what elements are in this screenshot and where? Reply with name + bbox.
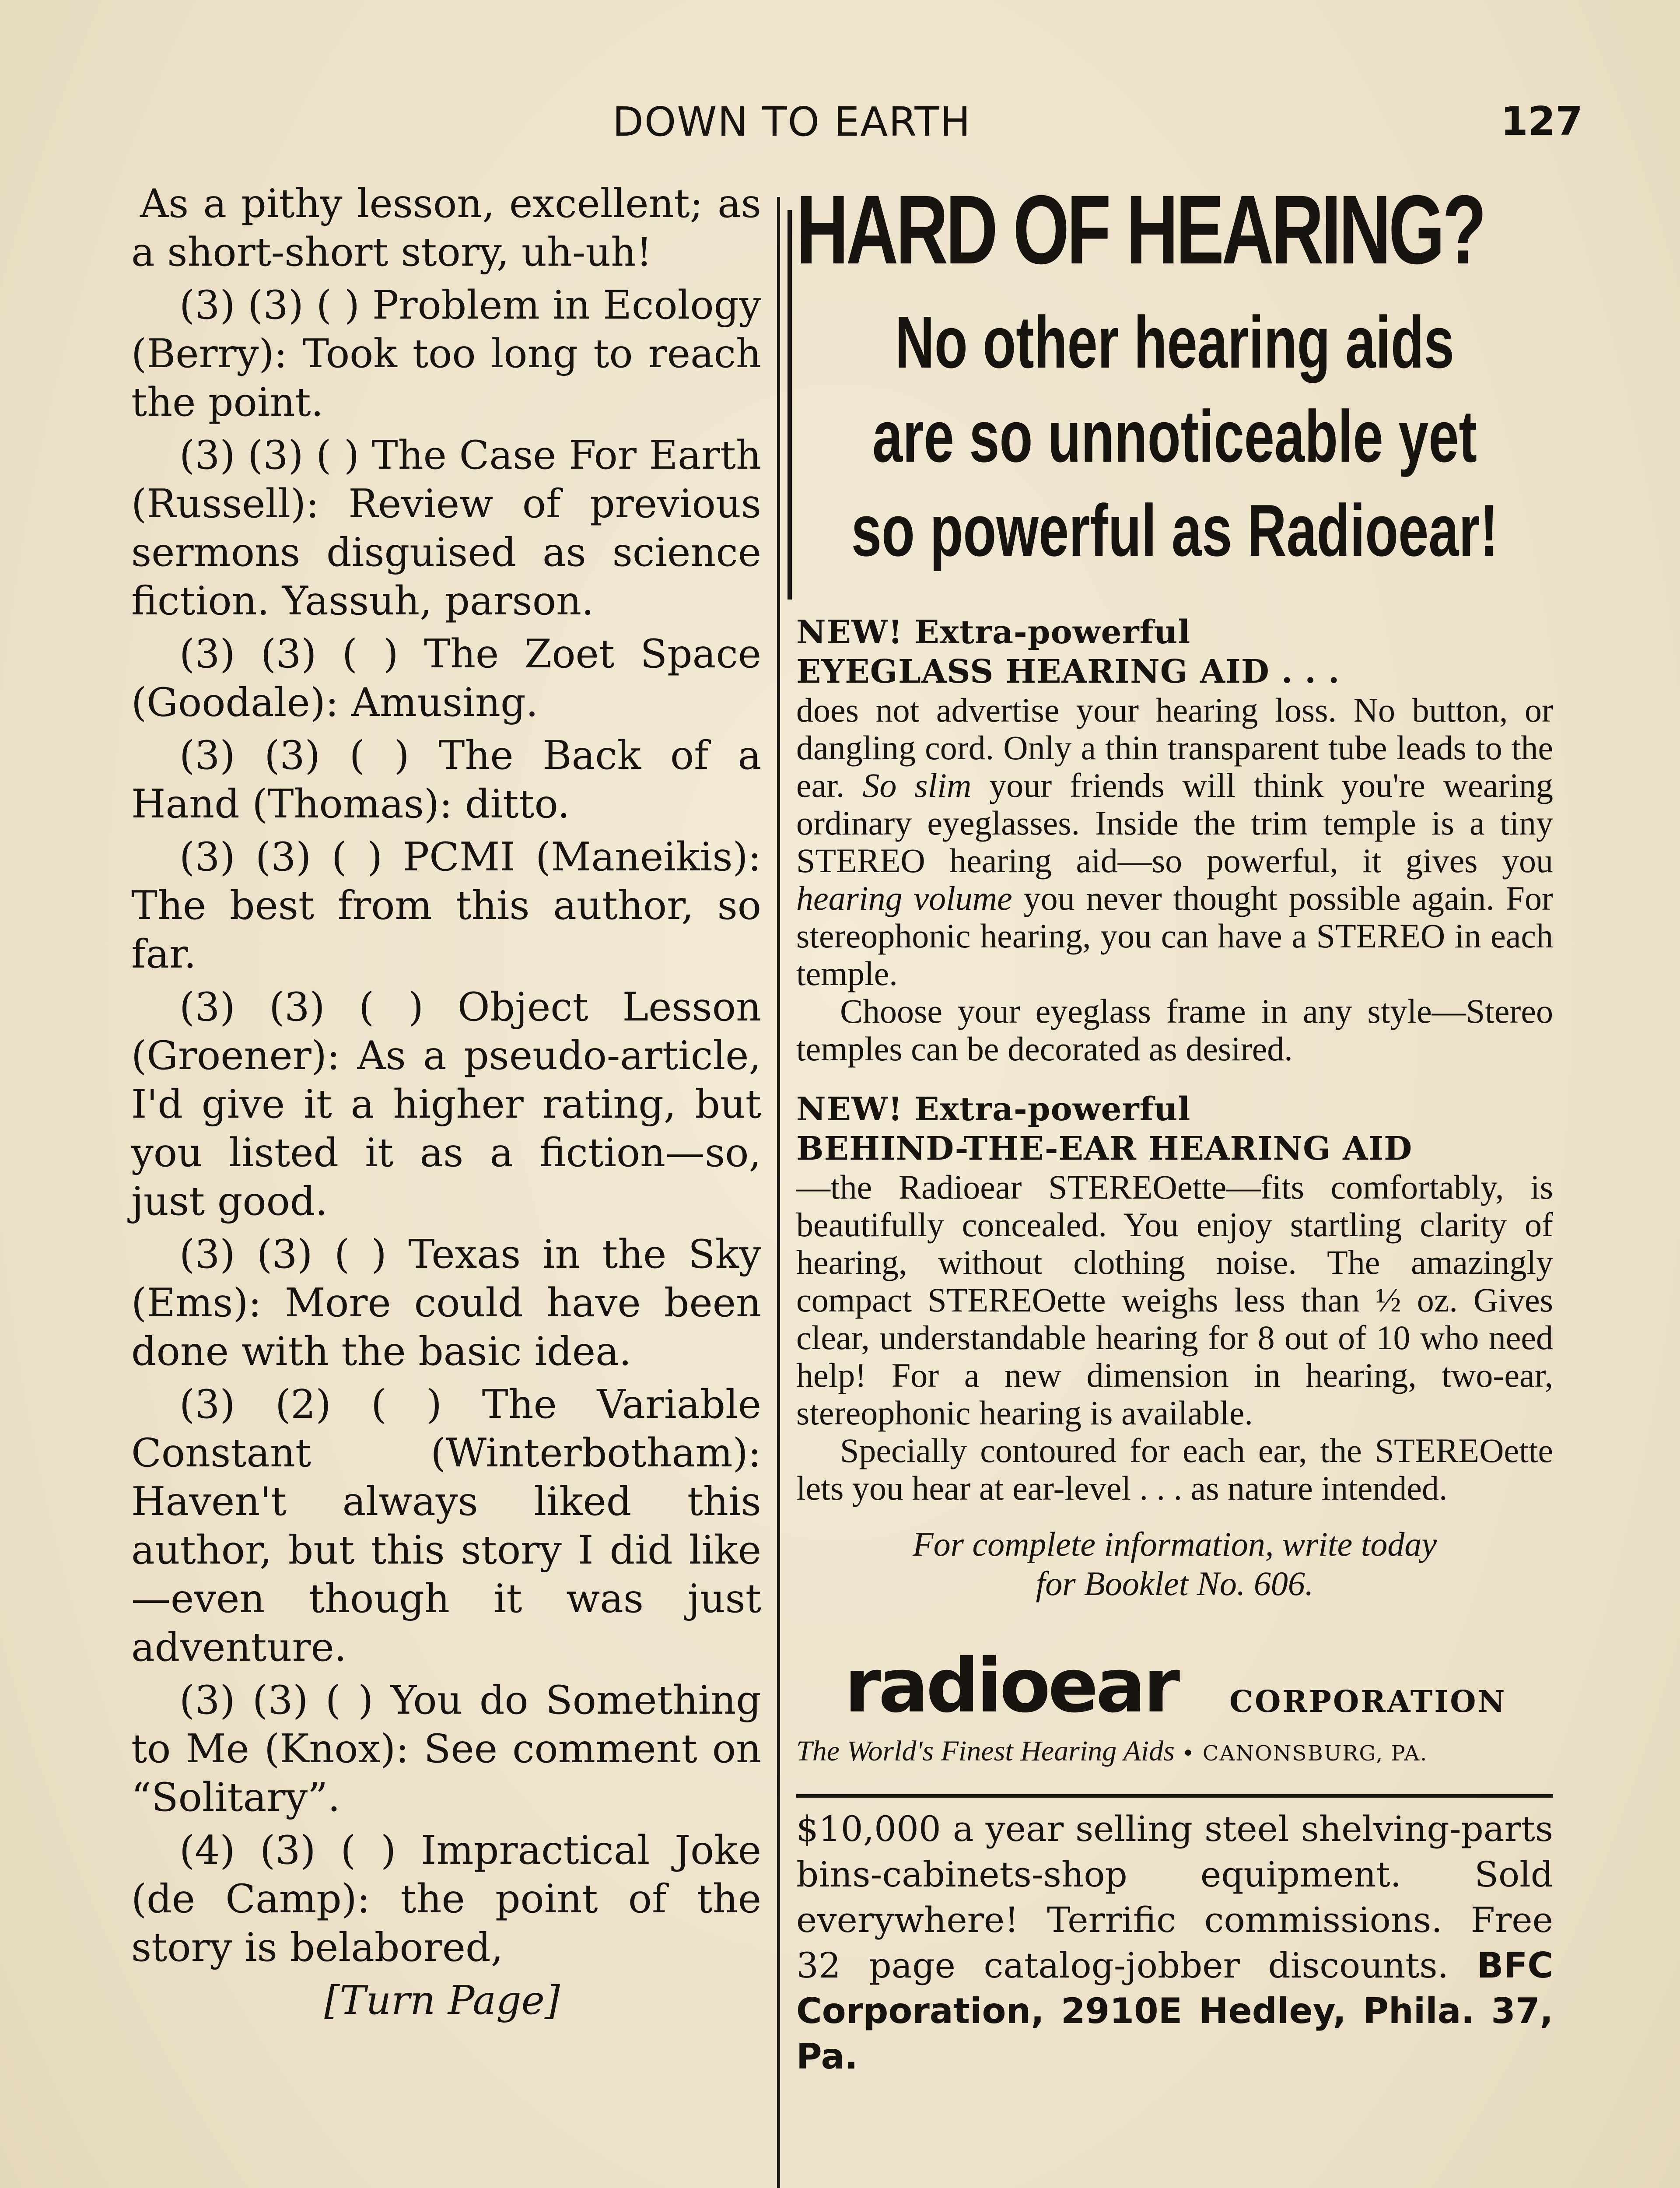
brand-tagline: The World's Finest Hearing Aids [796,1735,1175,1767]
page-number: 127 [1501,98,1583,144]
classified-advertiser: BFC Corporation, 2910E Hedley, Phila. 37, Pa. [796,1945,1553,2077]
heading-line: EYEGLASS HEARING AID . . . [796,653,1340,691]
radioear-logo: radioear [844,1643,1178,1729]
tagline-row [796,1735,1553,1768]
story-rating: (3) (3) ( ) The Case For Earth (Russell): Review of previous sermons disguised as science fiction. Yassuh, parson. [131,432,761,624]
ad-headline: HARD OF HEARING? [796,175,1484,284]
body-text: you never thought possible again. For stereophonic hearing, you can have a STEREO in each temple. [796,879,1553,992]
classified-text: $10,000 a year selling steel shelving-parts bins-cabinets-shop equipment. Sold everywhere! Terrific commissions. Free 32 page catalog-jobber discounts. [796,1809,1553,1986]
ad-subhead-line: so powerful as Radioear! [851,489,1498,572]
radioear-advertisement [796,175,1553,2079]
story-rating: (3) (3) ( ) Object Lesson (Groener): As a pseudo-article, I'd give it a higher rating, but you listed it as a fiction—so, just good. [131,984,761,1224]
behind-ear-aid-heading [796,1090,1553,1168]
behind-ear-aid-body: —the Radioear STEREOette—fits comfortably, is beautifully concealed. You enjoy startling clarity of hearing, without clothing noise. The amazingly compact STEREOette weighs less than ½ oz. Gives clear, understandable hearing for 8 out of 10 who need help! For a new dimension in hearing, two-ear, stereophonic hearing is available. [796,1168,1553,1432]
ad-frame-rule [788,210,792,600]
cta-line: for Booklet No. 606. [1036,1564,1314,1602]
body-text: does not advertise your hearing loss. No button, or dangling cord. Only a thin transparent tube leads to the ear. [796,691,1553,804]
heading-line: BEHIND-THE-EAR HEARING AID [796,1130,1413,1168]
story-rating: (4) (3) ( ) Impractical Joke (de Camp): the point of the story is belabored, [131,1827,761,1971]
column-paragraph: As a pithy lesson, excellent; as a short-short story, uh-uh! [131,181,761,275]
eyeglass-aid-body-2: Choose your eyeglass frame in any style—Stereo temples can be decorated as desired. [796,992,1553,1068]
classified-ad [796,1806,1553,2079]
ad-subhead-line: No other hearing aids [895,301,1454,383]
brand-block [796,1643,1553,1730]
eyeglass-aid-heading [796,613,1553,691]
story-rating: (3) (3) ( ) PCMI (Maneikis): The best from this author, so far. [131,834,761,977]
letters-column [131,179,761,2025]
heading-line: NEW! Extra-powerful [796,614,1191,651]
ad-subhead-line: are so unnoticeable yet [872,395,1477,477]
heading-line: NEW! Extra-powerful [796,1090,1191,1128]
column-divider [777,197,780,2188]
body-emphasis: So slim [862,766,972,804]
ad-subhead [798,295,1552,578]
story-rating: (3) (3) ( ) Texas in the Sky (Ems): More could have been done with the basic idea. [131,1231,761,1375]
story-rating: (3) (3) ( ) The Zoet Space (Goodale): Amusing. [131,631,761,726]
story-rating: (3) (3) ( ) You do Something to Me (Knox): See comment on “Solitary”. [131,1677,761,1820]
running-head: DOWN TO EARTH [612,98,971,145]
story-rating: (3) (2) ( ) The Variable Constant (Winterbotham): Haven't always liked this author, but this story I did like—even though it was just adventure. [131,1382,761,1670]
cta-line: For complete information, write today [912,1525,1437,1563]
story-rating: (3) (3) ( ) Problem in Ecology (Berry): Took too long to reach the point. [131,282,761,425]
eyeglass-aid-body [796,691,1553,992]
classified-divider [796,1794,1553,1798]
call-to-action [796,1525,1553,1603]
corporation-label: CORPORATION [1229,1684,1507,1719]
brand-location: • CANONSBURG, PA. [1182,1741,1428,1766]
body-emphasis: hearing volume [796,879,1012,917]
behind-ear-aid-body-2: Specially contoured for each ear, the STEREOette lets you hear at ear-level . . . as nature intended. [796,1431,1553,1507]
turn-page-note: [Turn Page] [324,1978,560,2023]
body-text: your friends will think you're wearing ordinary eyeglasses. Inside the trim temple is a tiny STEREO hearing aid—so powerful, it gives you [796,766,1553,880]
story-rating: (3) (3) ( ) The Back of a Hand (Thomas): ditto. [131,733,761,827]
